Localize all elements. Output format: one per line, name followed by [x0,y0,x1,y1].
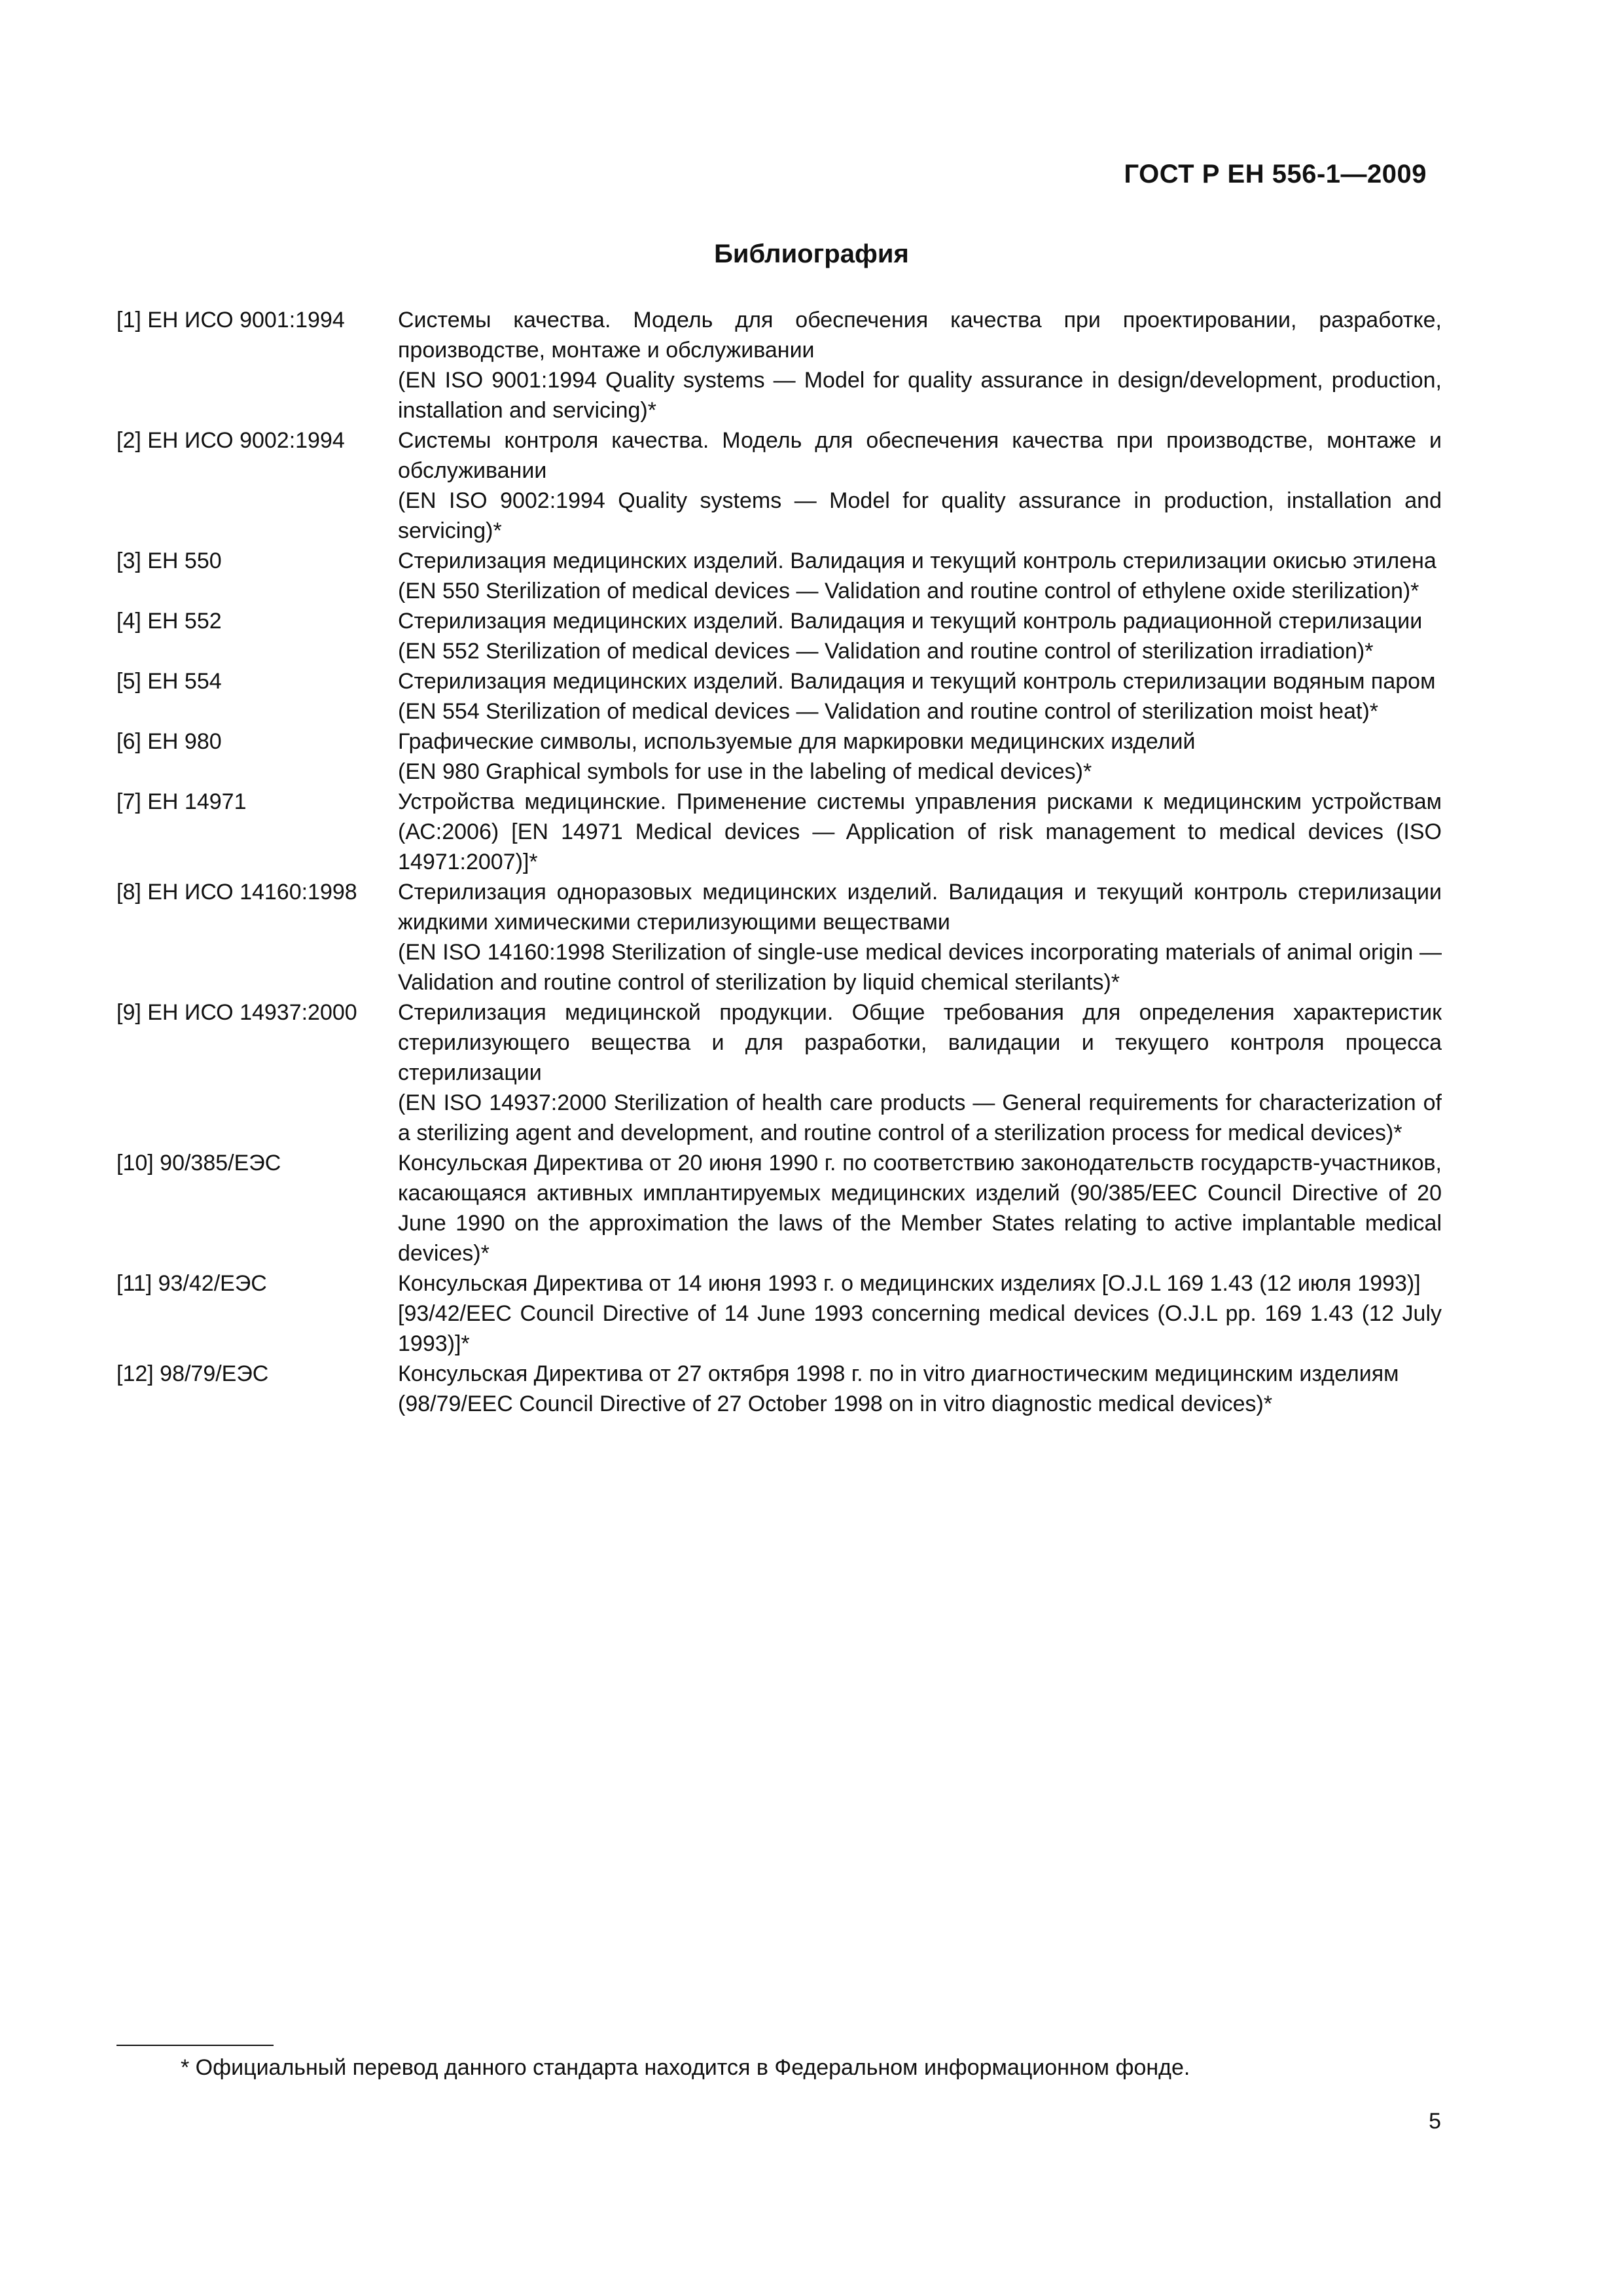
bibliography-ref: [2] ЕН ИСО 9002:1994 [116,428,345,453]
footnote-divider [116,2045,274,2046]
bibliography-body [398,666,1442,726]
bibliography-title-en: (EN 552 Sterilization of medical devices — Validation and routine control of sterilization irradiation)* [398,639,1374,664]
bibliography-body [398,1268,1442,1359]
bibliography-body [398,1148,1442,1268]
bibliography-entry-1 [116,305,1442,425]
bibliography-entry-3 [116,546,1442,606]
bibliography-title-en: (EN ISO 9002:1994 Quality systems — Model for quality assurance in production, installation and servicing)* [398,488,1442,543]
bibliography-ref: [11] 93/42/ЕЭС [116,1271,267,1296]
bibliography-title-ru: Системы качества. Модель для обеспечения качества при проектировании, разработке, производстве, монтаже и обслуживании [398,308,1442,363]
bibliography-title-ru: Устройства медицинские. Применение системы управления рисками к медицинским устройствам (АС:2006) [EN 14971 Medical devices — Application of risk management to medical devices (ISO 14971:2007)]* [398,789,1442,874]
bibliography-title-en: (EN ISO 9001:1994 Quality systems — Model for quality assurance in design/development, production, installation and servicing)* [398,368,1442,423]
bibliography-body [398,546,1442,606]
page-number: 5 [1429,2109,1441,2134]
bibliography-title-en: [93/42/EEC Council Directive of 14 June 1993 concerning medical devices (O.J.L pp. 169 1.43 (12 July 1993)]* [398,1301,1442,1356]
bibliography-body [398,997,1442,1148]
bibliography-body [398,305,1442,425]
bibliography-entry-2 [116,425,1442,546]
bibliography-entry-5 [116,666,1442,726]
bibliography-entry-4 [116,606,1442,666]
bibliography-ref: [8] ЕН ИСО 14160:1998 [116,880,357,905]
bibliography-ref: [6] ЕН 980 [116,729,222,754]
bibliography-title-ru: Графические символы, используемые для маркировки медицинских изделий [398,729,1196,754]
bibliography-title-en: (EN ISO 14937:2000 Sterilization of health care products — General requirements for characterization of a sterilizing agent and development, and routine control of a sterilization process for medical devices)* [398,1090,1442,1145]
footnote: * Официальный перевод данного стандарта находится в Федеральном информационном фонде. [181,2055,1190,2080]
bibliography-ref: [5] ЕН 554 [116,669,222,694]
bibliography-title-ru: Стерилизация одноразовых медицинских изделий. Валидация и текущий контроль стерилизации жидкими химическими стерилизующими веществами [398,880,1442,935]
bibliography-body [398,877,1442,997]
bibliography-ref: [4] ЕН 552 [116,609,222,634]
bibliography-entry-9 [116,997,1442,1148]
bibliography-ref: [10] 90/385/ЕЭС [116,1151,281,1175]
bibliography-body [398,1359,1442,1419]
page-title: Библиография [714,240,909,268]
standard-code-header: ГОСТ Р ЕН 556-1—2009 [1124,160,1427,188]
bibliography-title-ru: Консульская Директива от 14 июня 1993 г. о медицинских изделиях [O.J.L 169 1.43 (12 июля 1993)] [398,1271,1421,1296]
bibliography-ref: [1] ЕН ИСО 9001:1994 [116,308,345,332]
bibliography-body [398,606,1442,666]
bibliography-title-ru: Стерилизация медицинских изделий. Валидация и текущий контроль радиационной стерилизации [398,609,1423,634]
bibliography-title-en: (98/79/EEC Council Directive of 27 October 1998 on in vitro diagnostic medical devices)* [398,1391,1273,1416]
bibliography-entry-12 [116,1359,1442,1419]
bibliography-ref: [3] ЕН 550 [116,548,222,573]
bibliography-title-ru: Системы контроля качества. Модель для обеспечения качества при производстве, монтаже и обслуживании [398,428,1442,483]
bibliography-list [116,305,1442,1419]
bibliography-title-ru: Стерилизация медицинских изделий. Валидация и текущий контроль стерилизации окисью этилена [398,548,1436,573]
bibliography-ref: [7] ЕН 14971 [116,789,247,814]
bibliography-title-en: (EN 554 Sterilization of medical devices — Validation and routine control of sterilization moist heat)* [398,699,1378,724]
bibliography-entry-8 [116,877,1442,997]
bibliography-title-ru: Стерилизация медицинских изделий. Валидация и текущий контроль стерилизации водяным паром [398,669,1436,694]
bibliography-title-en: (EN ISO 14160:1998 Sterilization of single-use medical devices incorporating materials of animal origin — Validation and routine control of sterilization by liquid chemical sterilants)* [398,940,1442,995]
bibliography-entry-10 [116,1148,1442,1268]
bibliography-entry-11 [116,1268,1442,1359]
bibliography-title-ru: Консульская Директива от 20 июня 1990 г. по соответствию законодательств государств-участников, касающаяся активных имплантируемых медицинских изделий (90/385/EEC Council Directive of 20 June 1990 on the approximation the laws of the Member States relating to active implantable medical devices)* [398,1151,1442,1266]
bibliography-body [398,726,1442,787]
bibliography-title-ru: Стерилизация медицинской продукции. Общие требования для определения характеристик стерилизующего вещества и для разработки, валидации и текущего контроля процесса стерилизации [398,1000,1442,1085]
bibliography-title-en: (EN 980 Graphical symbols for use in the labeling of medical devices)* [398,759,1092,784]
bibliography-title-en: (EN 550 Sterilization of medical devices — Validation and routine control of ethylene oxide sterilization)* [398,579,1419,603]
bibliography-entry-7 [116,787,1442,877]
bibliography-body [398,787,1442,877]
bibliography-title-ru: Консульская Директива от 27 октября 1998 г. по in vitro диагностическим медицинским изделиям [398,1361,1399,1386]
bibliography-entry-6 [116,726,1442,787]
bibliography-ref: [9] ЕН ИСО 14937:2000 [116,1000,357,1025]
bibliography-ref: [12] 98/79/ЕЭС [116,1361,269,1386]
bibliography-body [398,425,1442,546]
